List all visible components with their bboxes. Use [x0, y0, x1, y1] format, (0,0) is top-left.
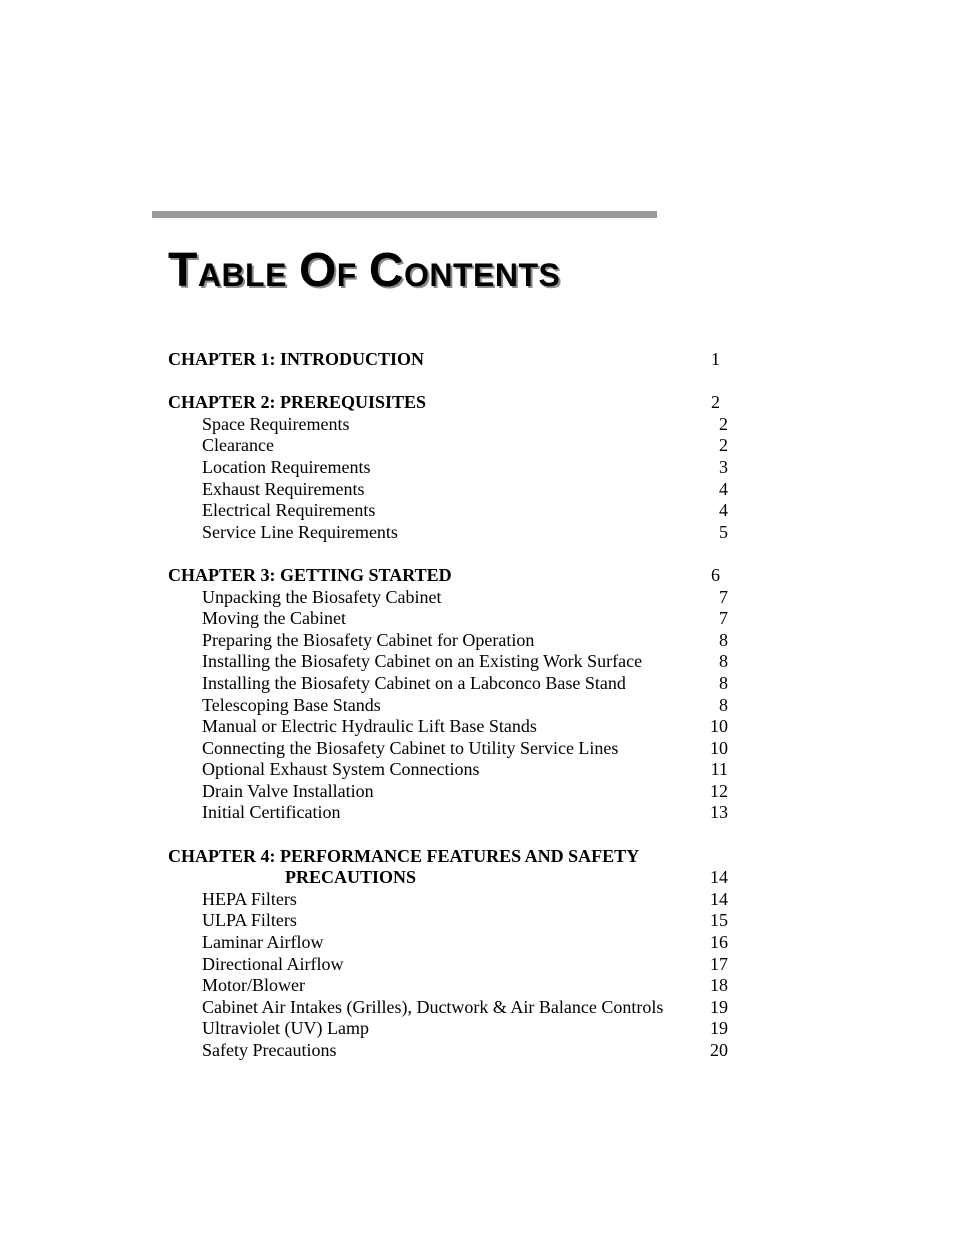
page-number: 15 — [710, 910, 728, 931]
entry-label: Directional Airflow — [202, 953, 344, 974]
entry-label: Laminar Airflow — [202, 932, 324, 953]
toc-chapter-2[interactable] — [168, 392, 728, 414]
page-number: 10 — [710, 716, 728, 737]
page-number: 10 — [710, 737, 728, 758]
entry-label: Connecting the Biosafety Cabinet to Utility Service Lines — [202, 737, 619, 758]
toc-chapter-1[interactable] — [168, 349, 728, 371]
page-number: 12 — [710, 780, 728, 801]
toc-entry[interactable] — [168, 1040, 728, 1062]
entry-label: Optional Exhaust System Connections — [202, 759, 480, 780]
toc-entry[interactable] — [168, 759, 728, 781]
page-number: 6 — [711, 564, 720, 585]
toc-chapter-4-continued[interactable] — [168, 867, 728, 889]
toc-entry[interactable] — [168, 435, 728, 457]
chapter-title: CHAPTER 4: PERFORMANCE FEATURES AND SAFETY — [168, 845, 640, 866]
toc-entry[interactable] — [168, 673, 728, 695]
entry-label: Telescoping Base Stands — [202, 694, 381, 715]
entry-label: Motor/Blower — [202, 975, 305, 996]
entry-label: Unpacking the Biosafety Cabinet — [202, 586, 442, 607]
toc-entry[interactable] — [168, 630, 728, 652]
page-number: 14 — [710, 867, 728, 888]
toc-entry[interactable] — [168, 500, 728, 522]
page-number: 20 — [710, 1040, 728, 1060]
page-number: 18 — [710, 975, 728, 996]
toc-entry[interactable] — [168, 587, 728, 609]
entry-label: Electrical Requirements — [202, 500, 376, 521]
page-number: 8 — [719, 694, 728, 715]
chapter-title-continued: PRECAUTIONS — [285, 867, 417, 888]
toc-entry[interactable] — [168, 651, 728, 673]
page-number: 8 — [719, 672, 728, 693]
page-number: 11 — [710, 759, 728, 780]
entry-label: Location Requirements — [202, 456, 371, 477]
chapter-title: CHAPTER 1: INTRODUCTION — [168, 349, 425, 369]
entry-label: ULPA Filters — [202, 910, 297, 931]
page-number: 4 — [719, 500, 728, 521]
toc-entry[interactable] — [168, 738, 728, 760]
chapter-title: CHAPTER 3: GETTING STARTED — [168, 564, 452, 585]
toc-entry[interactable] — [168, 975, 728, 997]
page-number: 2 — [719, 435, 728, 456]
table-of-contents — [168, 349, 728, 1062]
page-number: 17 — [710, 953, 728, 974]
page-number: 7 — [719, 608, 728, 629]
page-number: 5 — [719, 521, 728, 542]
entry-label: HEPA Filters — [202, 888, 297, 909]
entry-label: Exhaust Requirements — [202, 478, 365, 499]
toc-entry[interactable] — [168, 1018, 728, 1040]
toc-entry[interactable] — [168, 414, 728, 436]
page-number: 4 — [719, 478, 728, 499]
toc-entry[interactable] — [168, 479, 728, 501]
toc-entry[interactable] — [168, 608, 728, 630]
page-number: 13 — [710, 802, 728, 823]
page-title: TABLE OF CONTENTS — [168, 244, 561, 297]
header-rule — [152, 211, 657, 218]
page-number: 2 — [711, 392, 720, 413]
page-number: 1 — [711, 349, 720, 369]
toc-entry[interactable] — [168, 889, 728, 911]
entry-label: Installing the Biosafety Cabinet on an Existing Work Surface — [202, 651, 643, 672]
toc-entry[interactable] — [168, 802, 728, 824]
entry-label: Safety Precautions — [202, 1040, 337, 1060]
entry-label: Ultraviolet (UV) Lamp — [202, 1018, 369, 1039]
entry-label: Drain Valve Installation — [202, 780, 374, 801]
entry-label: Installing the Biosafety Cabinet on a Labconco Base Stand — [202, 672, 626, 693]
entry-label: Moving the Cabinet — [202, 608, 346, 629]
toc-entry[interactable] — [168, 997, 728, 1019]
entry-label: Manual or Electric Hydraulic Lift Base Stands — [202, 716, 537, 737]
page-number: 8 — [719, 629, 728, 650]
toc-entry[interactable] — [168, 910, 728, 932]
toc-entry[interactable] — [168, 954, 728, 976]
toc-entry[interactable] — [168, 781, 728, 803]
page-number: 16 — [710, 932, 728, 953]
page-number: 14 — [710, 888, 728, 909]
page-number: 7 — [719, 586, 728, 607]
toc-chapter-4[interactable] — [168, 846, 728, 868]
entry-label: Space Requirements — [202, 413, 350, 434]
entry-label: Service Line Requirements — [202, 521, 398, 542]
page-number: 19 — [710, 1018, 728, 1039]
toc-chapter-3[interactable] — [168, 565, 728, 587]
toc-entry[interactable] — [168, 695, 728, 717]
toc-entry[interactable] — [168, 716, 728, 738]
toc-entry[interactable] — [168, 457, 728, 479]
page-number: 8 — [719, 651, 728, 672]
page-number: 19 — [710, 996, 728, 1017]
chapter-title: CHAPTER 2: PREREQUISITES — [168, 392, 427, 413]
entry-label: Initial Certification — [202, 802, 341, 823]
toc-entry[interactable] — [168, 522, 728, 544]
entry-label: Preparing the Biosafety Cabinet for Operation — [202, 629, 535, 650]
page-number: 2 — [719, 413, 728, 434]
page-number: 3 — [719, 456, 728, 477]
entry-label: Cabinet Air Intakes (Grilles), Ductwork & Air Balance Controls — [202, 996, 664, 1017]
toc-entry[interactable] — [168, 932, 728, 954]
entry-label: Clearance — [202, 435, 274, 456]
